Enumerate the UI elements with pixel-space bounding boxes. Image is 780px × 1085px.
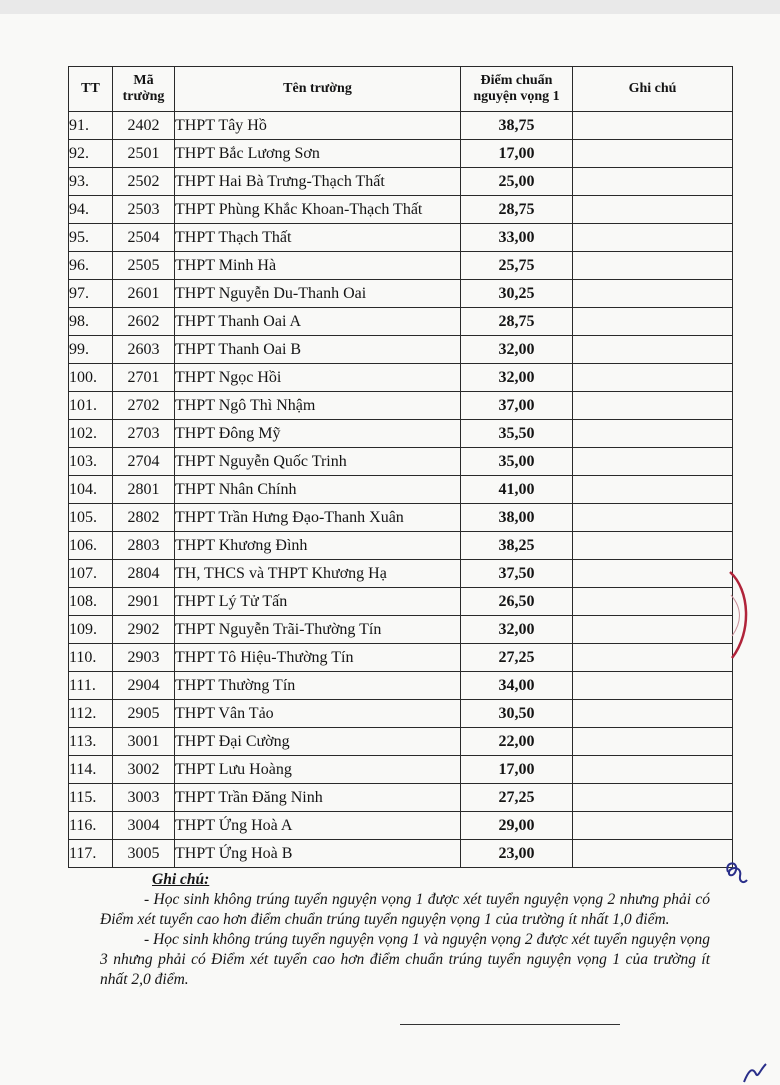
school-code: 2905	[113, 700, 175, 728]
header-tt: TT	[69, 67, 113, 112]
note-cell	[573, 392, 733, 420]
school-code: 2804	[113, 560, 175, 588]
table-row	[69, 616, 733, 644]
row-number: 99.	[69, 336, 113, 364]
cutoff-score: 32,00	[461, 336, 573, 364]
school-code: 2402	[113, 112, 175, 140]
table-row	[69, 364, 733, 392]
school-name: THPT Lý Tử Tấn	[175, 588, 461, 616]
row-number: 97.	[69, 280, 113, 308]
table-row	[69, 420, 733, 448]
school-name: TH, THCS và THPT Khương Hạ	[175, 560, 461, 588]
school-code: 2502	[113, 168, 175, 196]
cutoff-score: 38,00	[461, 504, 573, 532]
table-body	[69, 112, 733, 868]
note-cell	[573, 112, 733, 140]
cutoff-score: 17,00	[461, 140, 573, 168]
school-code: 3002	[113, 756, 175, 784]
top-bar	[0, 0, 780, 14]
note-cell	[573, 308, 733, 336]
school-code: 2904	[113, 672, 175, 700]
table-row	[69, 308, 733, 336]
header-ghi-chu: Ghi chú	[573, 67, 733, 112]
school-code: 2902	[113, 616, 175, 644]
note-cell	[573, 672, 733, 700]
school-name: THPT Nguyễn Quốc Trinh	[175, 448, 461, 476]
cutoff-score: 32,00	[461, 616, 573, 644]
cutoff-score: 28,75	[461, 196, 573, 224]
table-row	[69, 840, 733, 868]
notes-paragraph-1: - Học sinh không trúng tuyển nguyện vọng 1 được xét tuyển nguyện vọng 2 nhưng phải có Điểm xét tuyển cao hơn điểm chuẩn trúng tuyển nguyện vọng 1 của trường ít nhất 1,0 điểm.	[100, 891, 710, 928]
cutoff-score: 38,25	[461, 532, 573, 560]
school-code: 2504	[113, 224, 175, 252]
table-row	[69, 644, 733, 672]
row-number: 98.	[69, 308, 113, 336]
cutoff-score: 17,00	[461, 756, 573, 784]
table-row	[69, 476, 733, 504]
header-ma-truong	[113, 67, 175, 112]
note-cell	[573, 364, 733, 392]
note-cell	[573, 756, 733, 784]
cutoff-score: 41,00	[461, 476, 573, 504]
row-number: 116.	[69, 812, 113, 840]
initial-signature-icon	[720, 858, 750, 888]
row-number: 111.	[69, 672, 113, 700]
cutoff-score: 27,25	[461, 784, 573, 812]
row-number: 94.	[69, 196, 113, 224]
notes-paragraph-2: - Học sinh không trúng tuyển nguyện vọng 1 và nguyện vọng 2 được xét tuyển nguyện vọng 3 nhưng phải có Điểm xét tuyển cao hơn điểm chuẩn trúng tuyển nguyện vọng 1 của trường ít nhất 2,0 điểm.	[100, 931, 710, 988]
school-code: 2505	[113, 252, 175, 280]
school-code: 2503	[113, 196, 175, 224]
note-cell	[573, 252, 733, 280]
school-name: THPT Ngô Thì Nhậm	[175, 392, 461, 420]
school-code: 2801	[113, 476, 175, 504]
cutoff-score: 34,00	[461, 672, 573, 700]
row-number: 96.	[69, 252, 113, 280]
note-cell	[573, 476, 733, 504]
note-cell	[573, 784, 733, 812]
row-number: 109.	[69, 616, 113, 644]
table-row	[69, 672, 733, 700]
row-number: 102.	[69, 420, 113, 448]
row-number: 105.	[69, 504, 113, 532]
end-divider	[400, 1024, 620, 1025]
note-cell	[573, 196, 733, 224]
cutoff-score: 33,00	[461, 224, 573, 252]
table-row	[69, 700, 733, 728]
cutoff-score: 35,00	[461, 448, 573, 476]
school-code: 3001	[113, 728, 175, 756]
school-code: 2601	[113, 280, 175, 308]
school-code: 2802	[113, 504, 175, 532]
row-number: 106.	[69, 532, 113, 560]
header-diem-chuan	[461, 67, 573, 112]
school-code: 2501	[113, 140, 175, 168]
school-name: THPT Tô Hiệu-Thường Tín	[175, 644, 461, 672]
header-diem-line1: Điểm chuẩn	[480, 73, 553, 88]
row-number: 95.	[69, 224, 113, 252]
school-code: 3004	[113, 812, 175, 840]
table-row	[69, 504, 733, 532]
school-code: 2803	[113, 532, 175, 560]
school-name: THPT Thường Tín	[175, 672, 461, 700]
school-name: THPT Thạch Thất	[175, 224, 461, 252]
school-code: 3005	[113, 840, 175, 868]
notes-title: Ghi chú:	[152, 871, 210, 888]
corner-ink-icon	[740, 1060, 770, 1085]
row-number: 113.	[69, 728, 113, 756]
row-number: 110.	[69, 644, 113, 672]
note-cell	[573, 700, 733, 728]
row-number: 117.	[69, 840, 113, 868]
note-cell	[573, 588, 733, 616]
school-name: THPT Ứng Hoà B	[175, 840, 461, 868]
school-code: 2704	[113, 448, 175, 476]
row-number: 93.	[69, 168, 113, 196]
table-row	[69, 196, 733, 224]
signature-stroke	[727, 863, 747, 882]
row-number: 107.	[69, 560, 113, 588]
table-row	[69, 560, 733, 588]
table-row	[69, 140, 733, 168]
cutoff-score: 22,00	[461, 728, 573, 756]
school-code: 2903	[113, 644, 175, 672]
school-name: THPT Nguyễn Trãi-Thường Tín	[175, 616, 461, 644]
row-number: 112.	[69, 700, 113, 728]
note-cell	[573, 560, 733, 588]
note-cell	[573, 140, 733, 168]
row-number: 100.	[69, 364, 113, 392]
table-row	[69, 784, 733, 812]
cutoff-score: 30,25	[461, 280, 573, 308]
note-cell	[573, 168, 733, 196]
school-code: 2702	[113, 392, 175, 420]
table-row	[69, 728, 733, 756]
school-name: THPT Trần Hưng Đạo-Thanh Xuân	[175, 504, 461, 532]
cutoff-score: 32,00	[461, 364, 573, 392]
school-name: THPT Nhân Chính	[175, 476, 461, 504]
notes-section	[100, 870, 710, 990]
row-number: 101.	[69, 392, 113, 420]
row-number: 103.	[69, 448, 113, 476]
school-name: THPT Vân Tảo	[175, 700, 461, 728]
table-row	[69, 224, 733, 252]
note-cell	[573, 280, 733, 308]
school-name: THPT Đông Mỹ	[175, 420, 461, 448]
cutoff-score: 29,00	[461, 812, 573, 840]
school-name: THPT Ngọc Hồi	[175, 364, 461, 392]
table-row	[69, 252, 733, 280]
header-ma-line2: trường	[122, 89, 165, 104]
stamp-edge-icon	[724, 570, 754, 660]
cutoff-score: 27,25	[461, 644, 573, 672]
table-row	[69, 448, 733, 476]
school-name: THPT Đại Cường	[175, 728, 461, 756]
school-name: THPT Khương Đình	[175, 532, 461, 560]
table-row	[69, 812, 733, 840]
row-number: 114.	[69, 756, 113, 784]
admission-scores-table	[68, 66, 733, 868]
cutoff-score: 26,50	[461, 588, 573, 616]
note-cell	[573, 420, 733, 448]
school-code: 2701	[113, 364, 175, 392]
school-name: THPT Hai Bà Trưng-Thạch Thất	[175, 168, 461, 196]
row-number: 104.	[69, 476, 113, 504]
note-cell	[573, 812, 733, 840]
cutoff-score: 25,75	[461, 252, 573, 280]
table-row	[69, 336, 733, 364]
note-cell	[573, 532, 733, 560]
table-row	[69, 280, 733, 308]
note-cell	[573, 644, 733, 672]
header-ten-truong: Tên trường	[175, 67, 461, 112]
school-name: THPT Bắc Lương Sơn	[175, 140, 461, 168]
note-cell	[573, 336, 733, 364]
school-code: 3003	[113, 784, 175, 812]
stamp-arc	[730, 572, 746, 658]
table-row	[69, 112, 733, 140]
table-header-row	[69, 67, 733, 112]
school-name: THPT Thanh Oai A	[175, 308, 461, 336]
table-row	[69, 588, 733, 616]
school-name: THPT Nguyễn Du-Thanh Oai	[175, 280, 461, 308]
row-number: 115.	[69, 784, 113, 812]
school-code: 2603	[113, 336, 175, 364]
cutoff-score: 25,00	[461, 168, 573, 196]
school-name: THPT Phùng Khắc Khoan-Thạch Thất	[175, 196, 461, 224]
stamp-inner-arc	[731, 595, 739, 636]
cutoff-score: 23,00	[461, 840, 573, 868]
school-code: 2602	[113, 308, 175, 336]
cutoff-score: 35,50	[461, 420, 573, 448]
cutoff-score: 30,50	[461, 700, 573, 728]
note-cell	[573, 224, 733, 252]
school-name: THPT Ứng Hoà A	[175, 812, 461, 840]
cutoff-score: 37,50	[461, 560, 573, 588]
row-number: 92.	[69, 140, 113, 168]
header-diem-line2: nguyện vọng 1	[473, 89, 560, 104]
cutoff-score: 37,00	[461, 392, 573, 420]
table-row	[69, 392, 733, 420]
school-code: 2901	[113, 588, 175, 616]
row-number: 108.	[69, 588, 113, 616]
table-row	[69, 168, 733, 196]
school-name: THPT Minh Hà	[175, 252, 461, 280]
school-name: THPT Trần Đăng Ninh	[175, 784, 461, 812]
corner-ink-stroke	[744, 1064, 766, 1082]
school-code: 2703	[113, 420, 175, 448]
note-cell	[573, 448, 733, 476]
school-name: THPT Tây Hồ	[175, 112, 461, 140]
row-number: 91.	[69, 112, 113, 140]
cutoff-score: 28,75	[461, 308, 573, 336]
note-cell	[573, 840, 733, 868]
note-cell	[573, 616, 733, 644]
cutoff-score: 38,75	[461, 112, 573, 140]
header-ma-line1: Mã	[133, 73, 154, 88]
table-row	[69, 532, 733, 560]
table-row	[69, 756, 733, 784]
note-cell	[573, 728, 733, 756]
school-name: THPT Lưu Hoàng	[175, 756, 461, 784]
note-cell	[573, 504, 733, 532]
school-name: THPT Thanh Oai B	[175, 336, 461, 364]
